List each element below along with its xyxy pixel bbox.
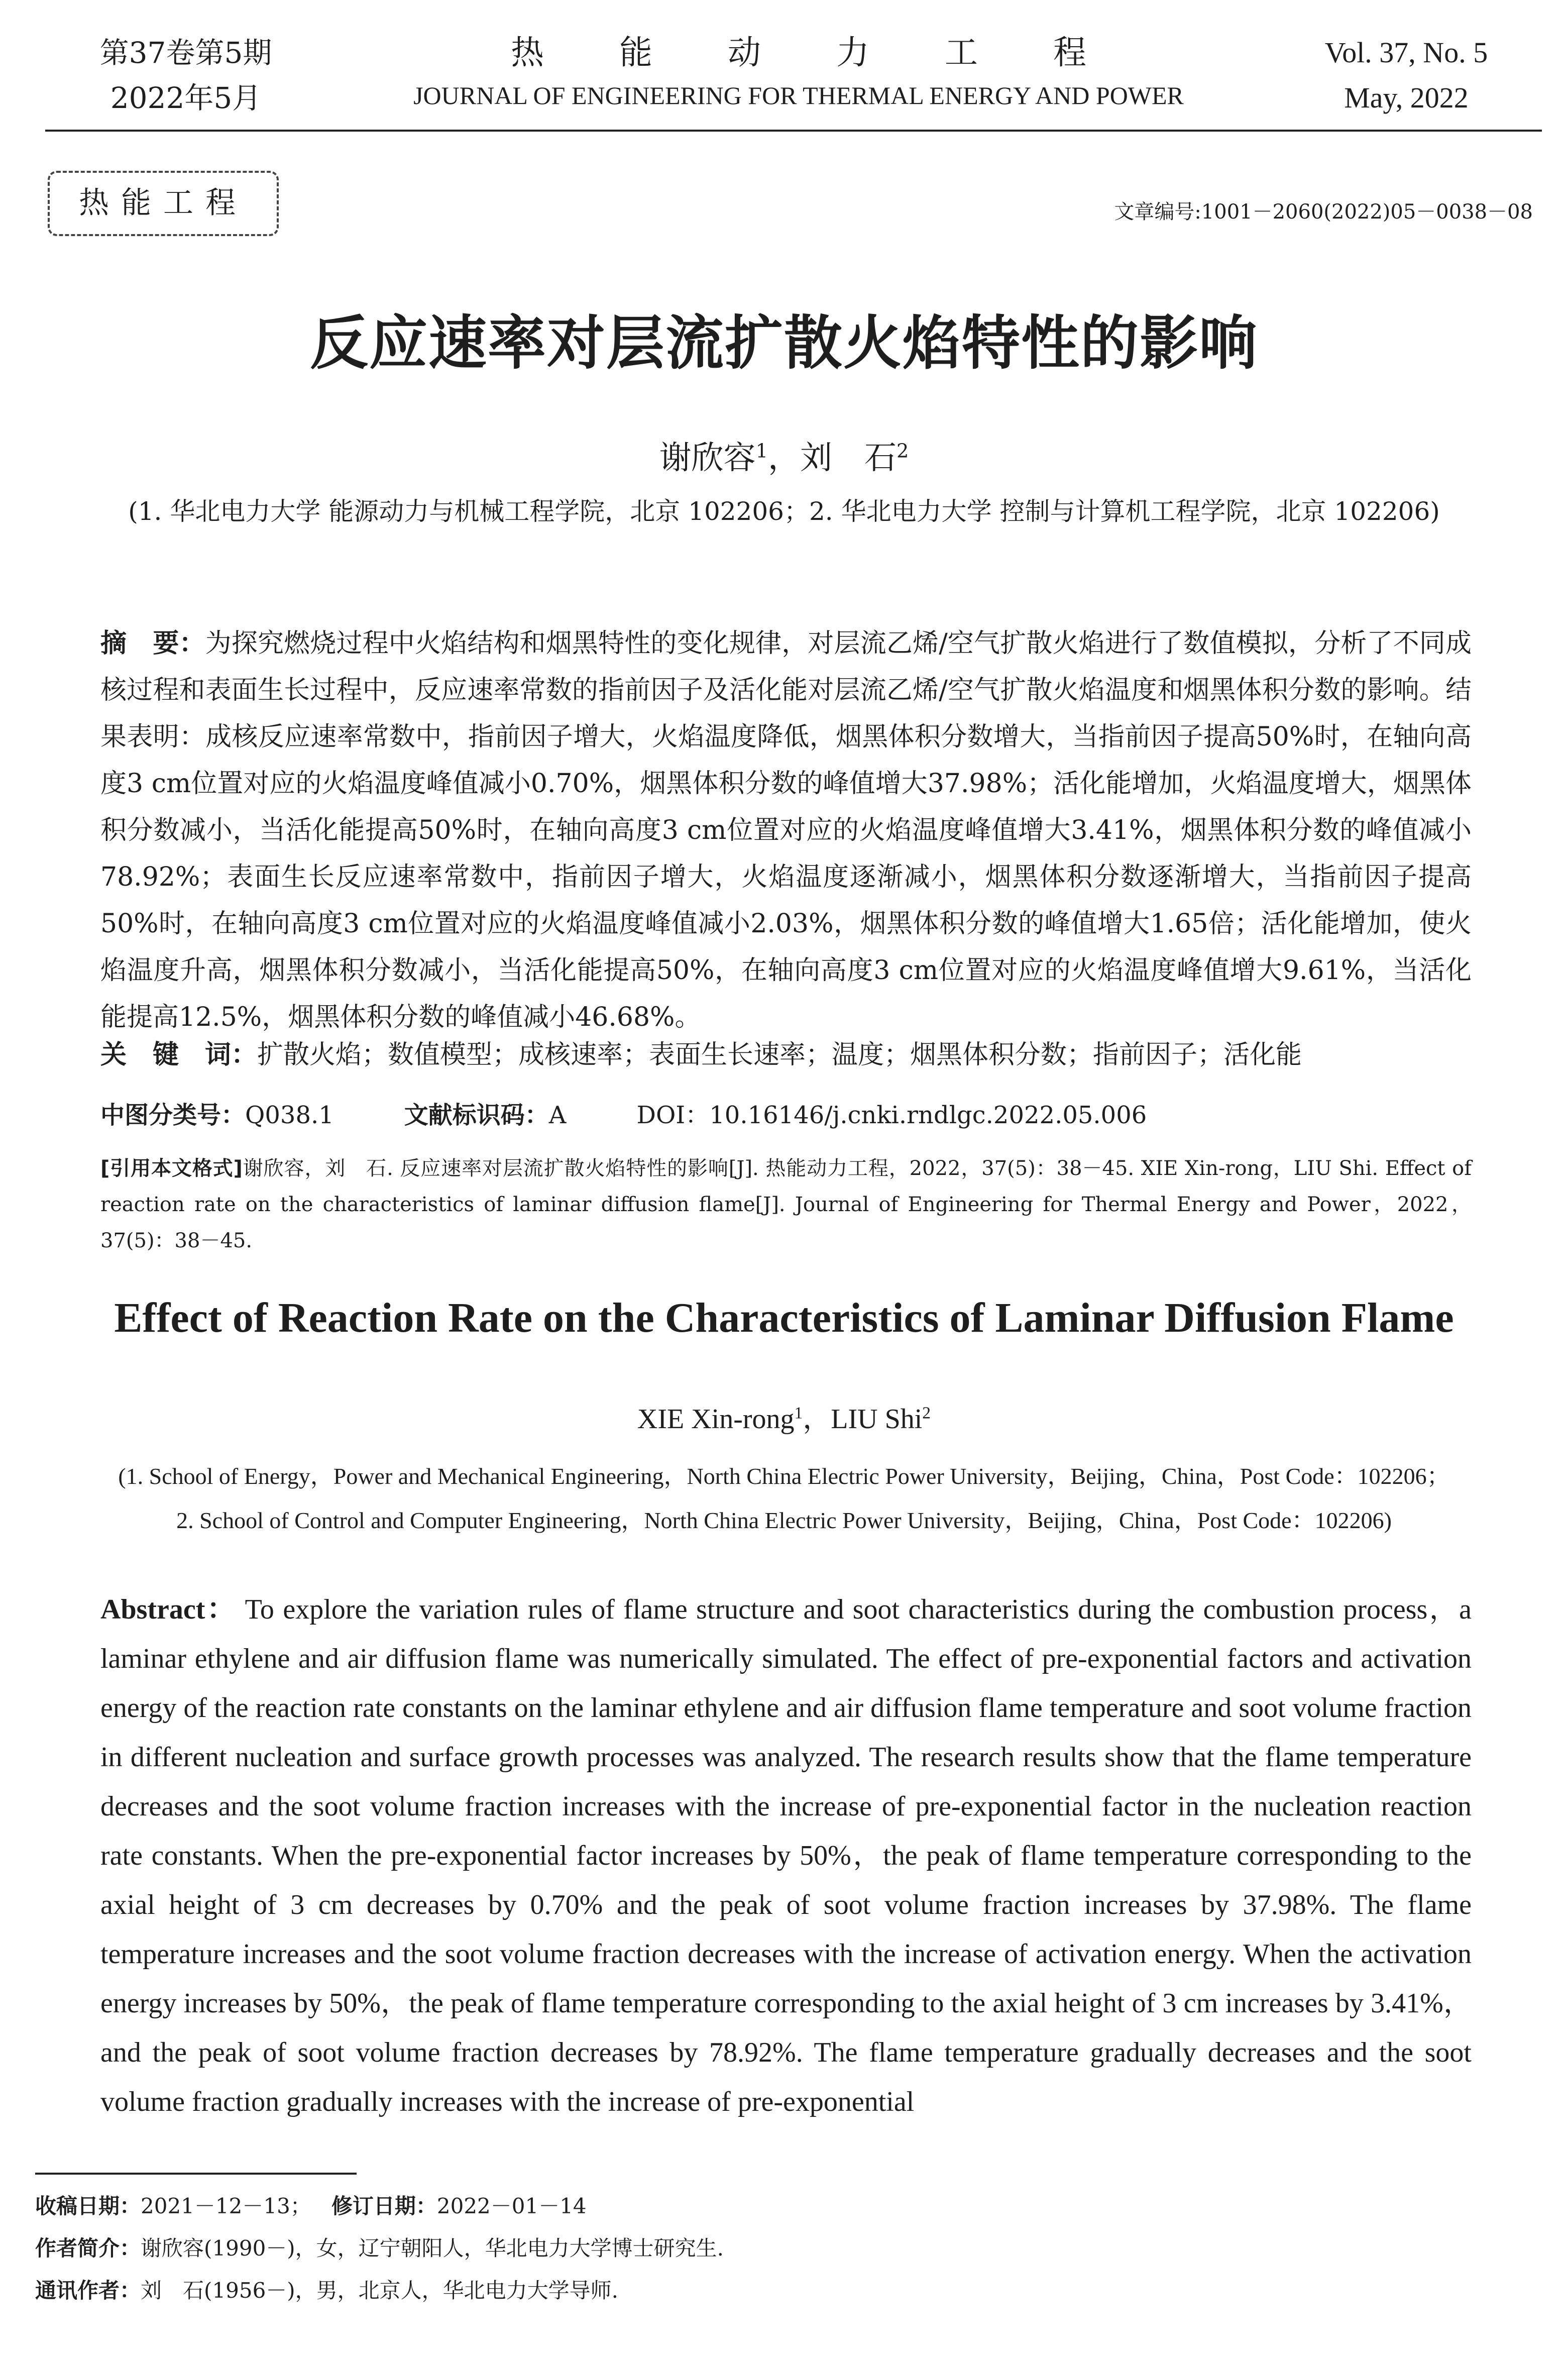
abstract-cn-label: 摘 要：: [100, 628, 205, 659]
footnotes: [35, 2185, 1517, 2312]
author-2-mark: 2: [897, 440, 909, 463]
received-value: 2021－12－13；: [141, 2194, 311, 2218]
journal-name: [362, 30, 1236, 116]
doc-code-value: A: [548, 1101, 567, 1129]
footnote-corresponding: [35, 2270, 1517, 2312]
affiliation-en: [0, 1454, 1568, 1543]
revised-label: 修订日期：: [331, 2194, 437, 2218]
abstract-cn-text: 为探究燃烧过程中火焰结构和烟黑特性的变化规律，对层流乙烯/空气扩散火焰进行了数值模拟，分析了不同成核过程和表面生长过程中，反应速率常数的指前因子及活化能对层流乙烯/空气扩散火焰温度和烟黑体积分数的影响。结果表明：成核反应速率常数中，指前因子增大，火焰温度降低，烟黑体积分数增大，当指前因子提高50%时，在轴向高度3 cm位置对应的火焰温度峰值减小0.70%，烟黑体积分数的峰值增大37.98%；活化能增加，火焰温度增大，烟黑体积分数减小，当活化能提高50%时，在轴向高度3 cm位置对应的火焰温度峰值增大3.41%，烟黑体积分数的峰值减小78.92%；表面生长反应速率常数中，指前因子增大，火焰温度逐渐减小，烟黑体积分数逐渐增大，当指前因子提高50%时，在轴向高度3 cm位置对应的火焰温度峰值减小2.03%，烟黑体积分数的峰值增大1.65倍；活化能增加，使火焰温度升高，烟黑体积分数减小，当活化能提高50%，在轴向高度3 cm位置对应的火焰温度峰值增大9.61%，当活化能提高12.5%，烟黑体积分数的峰值减小46.68%。: [100, 628, 1472, 1032]
authors-cn: [0, 432, 1568, 478]
affiliation-cn: (1. 华北电力大学 能源动力与机械工程学院，北京 102206；2. 华北电力大学 控制与计算机工程学院，北京 102206): [128, 497, 1440, 526]
author-2-en: LIU Shi: [831, 1404, 923, 1435]
corresponding-label: 通讯作者：: [35, 2278, 141, 2303]
bio-label: 作者简介：: [35, 2236, 141, 2261]
title-cn: 反应速率对层流扩散火焰特性的影响: [310, 309, 1258, 377]
footnote-bio: [35, 2227, 1517, 2270]
affiliation-en-line-2: 2. School of Control and Computer Engineering，North China Electric Power University，Beijing，China，Post Code：102206): [176, 1508, 1392, 1533]
author-1-cn: 谢欣容: [659, 440, 756, 477]
journal-name-en: JOURNAL OF ENGINEERING FOR THERMAL ENERGY AND POWER: [413, 81, 1184, 110]
affiliation-en-line-1: (1. School of Energy，Power and Mechanical Engineering，North China Electric Power University，Beijing，China，Post Code：102206；: [118, 1463, 1450, 1489]
abstract-en: [100, 1585, 1472, 2126]
author-1-en: XIE Xin-rong: [637, 1404, 795, 1435]
abstract-cn: [100, 620, 1472, 1041]
header-issue-en: [1276, 30, 1537, 121]
keywords-cn-label: 关 键 词：: [100, 1040, 258, 1070]
keywords-cn-text: 扩散火焰；数值模型；成核速率；表面生长速率；温度；烟黑体积分数；指前因子；活化能: [257, 1040, 1302, 1070]
date-cn: 2022年5月: [110, 81, 262, 115]
author-2-en-mark: 2: [922, 1404, 931, 1423]
keywords-cn: [100, 1035, 1472, 1075]
doi: DOI：10.16146/j.cnki.rndlgc.2022.05.006: [636, 1101, 1147, 1129]
footnote-dates: [35, 2185, 1517, 2227]
bio-value: 谢欣容(1990－)，女，辽宁朝阳人，华北电力大学博士研究生.: [141, 2236, 724, 2261]
citation-text: 谢欣容，刘 石. 反应速率对层流扩散火焰特性的影响[J]. 热能动力工程，2022，37(5)：38－45. XIE Xin-rong，LIU Shi. Effect of reaction rate on the characteristics of laminar diffusion flame[J]. Journal of Engineering for Thermal Energy and Power，2022，37(5)：38－45.: [100, 1157, 1472, 1252]
article-number: 文章编号:1001－2060(2022)05－0038－08: [1114, 200, 1533, 224]
clc-value: Q038.1: [245, 1101, 334, 1129]
header-issue-cn: [65, 30, 306, 121]
authors-en: [0, 1397, 1568, 1437]
date-en: May, 2022: [1344, 81, 1469, 114]
citation-label: [引用本文格式]: [100, 1157, 243, 1180]
author-2-cn: 刘 石: [800, 440, 897, 477]
column-label: 热能工程: [48, 171, 279, 236]
classification-line: [100, 1095, 1472, 1135]
doc-code-label: 文献标识码：: [404, 1101, 549, 1129]
volume-cn: 第37卷第5期: [99, 36, 272, 70]
journal-name-cn: 热能动力工程: [511, 33, 1162, 72]
header-divider: [45, 130, 1542, 132]
clc-label: 中图分类号：: [100, 1101, 246, 1129]
corresponding-value: 刘 石(1956－)，男，北京人，华北电力大学导师.: [141, 2278, 619, 2303]
citation-format: [100, 1150, 1472, 1259]
revised-value: 2022－01－14: [436, 2194, 587, 2218]
received-label: 收稿日期：: [35, 2194, 141, 2218]
title-en: Effect of Reaction Rate on the Characteristics of Laminar Diffusion Flame: [114, 1295, 1454, 1341]
author-1-mark: 1: [755, 440, 768, 463]
author-1-en-mark: 1: [794, 1404, 803, 1423]
author-en-separator: ，: [803, 1404, 831, 1435]
footnote-divider: [35, 2173, 357, 2175]
volume-en: Vol. 37, No. 5: [1324, 36, 1488, 69]
abstract-en-label: Abstract：: [100, 1594, 237, 1625]
author-separator: ，: [768, 440, 800, 477]
abstract-en-text: To explore the variation rules of flame structure and soot characteristics during the combustion process，a laminar ethylene and air diffusion flame was numerically simulated. The effect of pre-exponential factors and activation energy of the reaction rate constants on the laminar ethylene and air diffusion flame temperature and soot volume fraction in different nucleation and surface growth processes was analyzed. The research results show that the flame temperature decreases and the soot volume fraction increases with the increase of pre-exponential factor in the nucleation reaction rate constants. When the pre-exponential factor increases by 50%，the peak of flame temperature corresponding to the axial height of 3 cm decreases by 0.70% and the peak of soot volume fraction increases by 37.98%. The flame temperature increases and the soot volume fraction decreases with the increase of activation energy. When the activation energy increases by 50%，the peak of flame temperature corresponding to the axial height of 3 cm increases by 3.41%，and the peak of soot volume fraction decreases by 78.92%. The flame temperature gradually decreases and the soot volume fraction gradually increases with the increase of pre-exponential: [100, 1594, 1472, 2117]
